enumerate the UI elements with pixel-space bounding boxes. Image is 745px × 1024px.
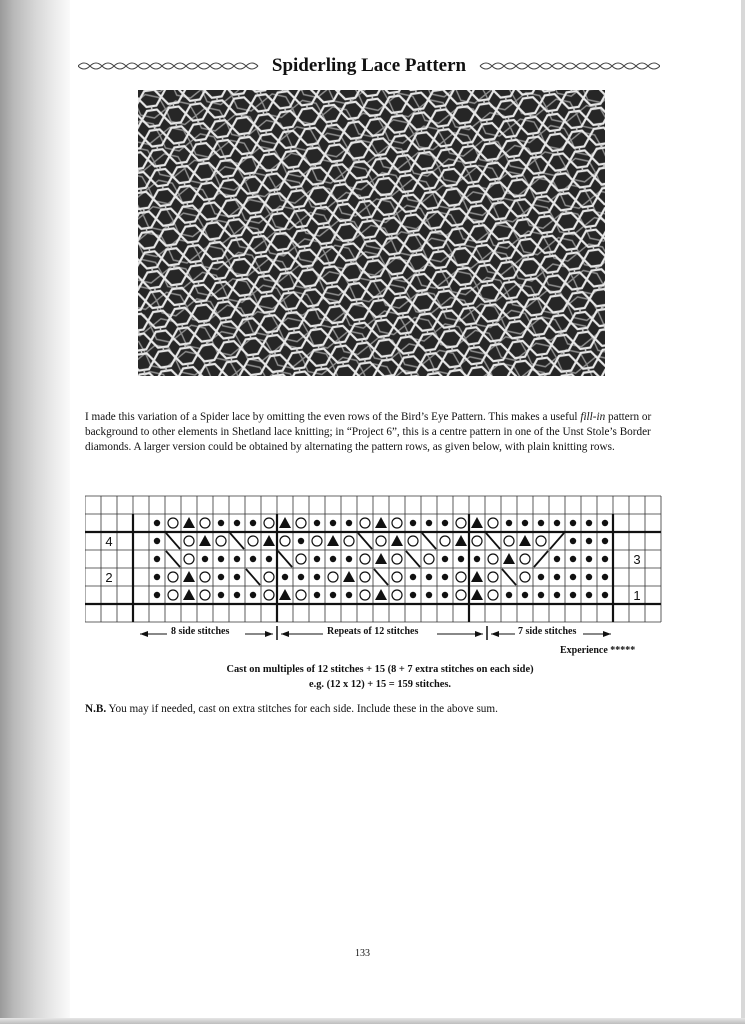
page-title: Spiderling Lace Pattern [78, 52, 660, 80]
knit-dot [234, 574, 240, 580]
yarn-over-circle [344, 536, 354, 546]
row-number-3: 3 [633, 552, 641, 567]
right-decrease-line [534, 551, 548, 567]
knit-dot [250, 520, 256, 526]
nb-label: N.B. [85, 703, 107, 715]
yarn-over-circle [392, 572, 402, 582]
yarn-over-circle [392, 590, 402, 600]
yarn-over-circle [520, 554, 530, 564]
yarn-over-circle [488, 554, 498, 564]
left-decrease-line [406, 551, 420, 567]
yarn-over-circle [504, 536, 514, 546]
yarn-over-circle [184, 536, 194, 546]
knit-dot [602, 592, 608, 598]
left-decrease-line [486, 533, 500, 549]
knit-dot [154, 520, 160, 526]
yarn-over-circle [200, 518, 210, 528]
lace-swatch-photo [138, 90, 605, 376]
side-stitches-left-label: 8 side stitches [171, 626, 230, 637]
yarn-over-circle [488, 572, 498, 582]
yarn-over-circle [376, 536, 386, 546]
double-decrease-triangle [279, 589, 291, 600]
knit-dot [586, 538, 592, 544]
double-decrease-triangle [375, 517, 387, 528]
knit-dot [442, 574, 448, 580]
yarn-over-circle [488, 518, 498, 528]
knit-dot [330, 520, 336, 526]
knit-dot [234, 592, 240, 598]
double-decrease-triangle [471, 571, 483, 582]
double-decrease-triangle [279, 517, 291, 528]
knit-dot [426, 520, 432, 526]
knit-dot [506, 592, 512, 598]
knit-dot [458, 556, 464, 562]
knit-dot [298, 574, 304, 580]
knit-dot [538, 592, 544, 598]
left-decrease-line [358, 533, 372, 549]
yarn-over-circle [392, 554, 402, 564]
knit-dot [586, 520, 592, 526]
knit-dot [330, 556, 336, 562]
yarn-over-circle [456, 518, 466, 528]
yarn-over-circle [520, 572, 530, 582]
yarn-over-circle [360, 572, 370, 582]
knit-dot [234, 520, 240, 526]
yarn-over-circle [296, 518, 306, 528]
title-row [78, 52, 660, 80]
knit-dot [314, 574, 320, 580]
yarn-over-circle [440, 536, 450, 546]
double-decrease-triangle [471, 589, 483, 600]
left-decrease-line [422, 533, 436, 549]
yarn-over-circle [296, 554, 306, 564]
knit-dot [570, 538, 576, 544]
knit-dot [218, 520, 224, 526]
lace-chart [85, 494, 662, 626]
left-decrease-line [230, 533, 244, 549]
yarn-over-circle [408, 536, 418, 546]
right-flourish-ornament [474, 60, 660, 72]
double-decrease-triangle [375, 553, 387, 564]
page-edge [741, 0, 745, 1024]
knit-dot [410, 520, 416, 526]
knit-dot [426, 592, 432, 598]
left-decrease-line [246, 569, 260, 585]
double-decrease-triangle [183, 571, 195, 582]
yarn-over-circle [168, 518, 178, 528]
yarn-over-circle [488, 590, 498, 600]
knit-dot [570, 556, 576, 562]
lace-chart-grid [85, 494, 662, 626]
knit-dot [506, 520, 512, 526]
lace-mesh-image [138, 90, 605, 376]
yarn-over-circle [472, 536, 482, 546]
stitch-repeat-arrows [85, 624, 662, 642]
knit-dot [154, 574, 160, 580]
knit-dot [218, 592, 224, 598]
yarn-over-circle [168, 572, 178, 582]
intro-italic: fill-in [580, 411, 606, 423]
intro-text-start: I made this variation of a Spider lace by omitting the even rows of the Bird’s Eye Pattern. This makes a useful [85, 411, 581, 423]
yarn-over-circle [456, 572, 466, 582]
knit-dot [314, 520, 320, 526]
knit-dot [218, 574, 224, 580]
left-decrease-line [374, 569, 388, 585]
double-decrease-triangle [183, 589, 195, 600]
page-bottom-edge [0, 1018, 745, 1024]
double-decrease-triangle [263, 535, 275, 546]
knit-dot [554, 592, 560, 598]
knit-dot [602, 520, 608, 526]
knit-dot [554, 556, 560, 562]
knit-dot [298, 538, 304, 544]
cast-on-line-1: Cast on multiples of 12 stitches + 15 (8 + 7 extra stitches on each side) [226, 664, 534, 675]
yarn-over-circle [424, 554, 434, 564]
double-decrease-triangle [391, 535, 403, 546]
row-number-4: 4 [105, 534, 113, 549]
cast-on-line-2: e.g. (12 x 12) + 15 = 159 stitches. [309, 679, 451, 690]
double-decrease-triangle [375, 589, 387, 600]
yarn-over-circle [184, 554, 194, 564]
right-decrease-line [550, 533, 564, 549]
yarn-over-circle [312, 536, 322, 546]
knit-dot [586, 574, 592, 580]
left-decrease-line [502, 569, 516, 585]
knit-dot [346, 592, 352, 598]
intro-text-end: pattern or background to other elements in Shetland lace knitting; in “Project 6”, this is a centre pattern in one of the Unst Stole’s Border diamonds. A larger version could be obtained by alternating the pattern rows, as given below, with plain knitting rows. [85, 411, 652, 453]
repeats-label: Repeats of 12 stitches [327, 626, 419, 637]
double-decrease-triangle [519, 535, 531, 546]
knit-dot [314, 556, 320, 562]
double-decrease-triangle [343, 571, 355, 582]
knit-dot [410, 592, 416, 598]
knit-dot [570, 520, 576, 526]
knit-dot [346, 520, 352, 526]
knit-dot [442, 592, 448, 598]
knit-dot [426, 574, 432, 580]
yarn-over-circle [280, 536, 290, 546]
yarn-over-circle [200, 572, 210, 582]
knit-dot [154, 556, 160, 562]
left-decrease-line [278, 551, 292, 567]
knit-dot [602, 574, 608, 580]
knit-dot [602, 538, 608, 544]
knit-dot [154, 592, 160, 598]
double-decrease-triangle [471, 517, 483, 528]
double-decrease-triangle [183, 517, 195, 528]
knit-dot [410, 574, 416, 580]
page-number: 133 [355, 948, 370, 959]
double-decrease-triangle [455, 535, 467, 546]
knit-dot [154, 538, 160, 544]
yarn-over-circle [168, 590, 178, 600]
cast-on-instructions [130, 662, 630, 692]
side-stitches-right-label: 7 side stitches [518, 626, 577, 637]
experience-rating: Experience ***** [560, 645, 636, 656]
knit-dot [250, 556, 256, 562]
intro-paragraph [85, 410, 665, 455]
knit-dot [522, 520, 528, 526]
knit-dot [202, 556, 208, 562]
yarn-over-circle [200, 590, 210, 600]
knit-dot [586, 556, 592, 562]
left-decrease-line [166, 533, 180, 549]
yarn-over-circle [264, 590, 274, 600]
yarn-over-circle [392, 518, 402, 528]
yarn-over-circle [296, 590, 306, 600]
knit-dot [234, 556, 240, 562]
yarn-over-circle [264, 518, 274, 528]
book-spine-shadow [0, 0, 70, 1024]
row-number-1: 1 [633, 588, 641, 603]
yarn-over-circle [360, 590, 370, 600]
yarn-over-circle [360, 518, 370, 528]
knit-dot [442, 520, 448, 526]
knit-dot [554, 574, 560, 580]
knit-dot [570, 574, 576, 580]
knit-dot [442, 556, 448, 562]
knit-dot [554, 520, 560, 526]
nb-note [85, 703, 498, 715]
double-decrease-triangle [199, 535, 211, 546]
knit-dot [218, 556, 224, 562]
double-decrease-triangle [503, 553, 515, 564]
knit-dot [330, 592, 336, 598]
knit-dot [250, 592, 256, 598]
nb-text: You may if needed, cast on extra stitches for each side. Include these in the above sum. [106, 703, 498, 715]
double-decrease-triangle [327, 535, 339, 546]
knit-dot [522, 592, 528, 598]
knit-dot [586, 592, 592, 598]
knit-dot [282, 574, 288, 580]
knit-dot [602, 556, 608, 562]
yarn-over-circle [328, 572, 338, 582]
knit-dot [314, 592, 320, 598]
knit-dot [474, 556, 480, 562]
knit-dot [346, 556, 352, 562]
yarn-over-circle [360, 554, 370, 564]
knit-dot [266, 556, 272, 562]
yarn-over-circle [536, 536, 546, 546]
yarn-over-circle [216, 536, 226, 546]
knit-dot [538, 520, 544, 526]
row-number-2: 2 [105, 570, 113, 585]
yarn-over-circle [264, 572, 274, 582]
knit-dot [538, 574, 544, 580]
knit-dot [570, 592, 576, 598]
left-decrease-line [166, 551, 180, 567]
yarn-over-circle [456, 590, 466, 600]
yarn-over-circle [248, 536, 258, 546]
